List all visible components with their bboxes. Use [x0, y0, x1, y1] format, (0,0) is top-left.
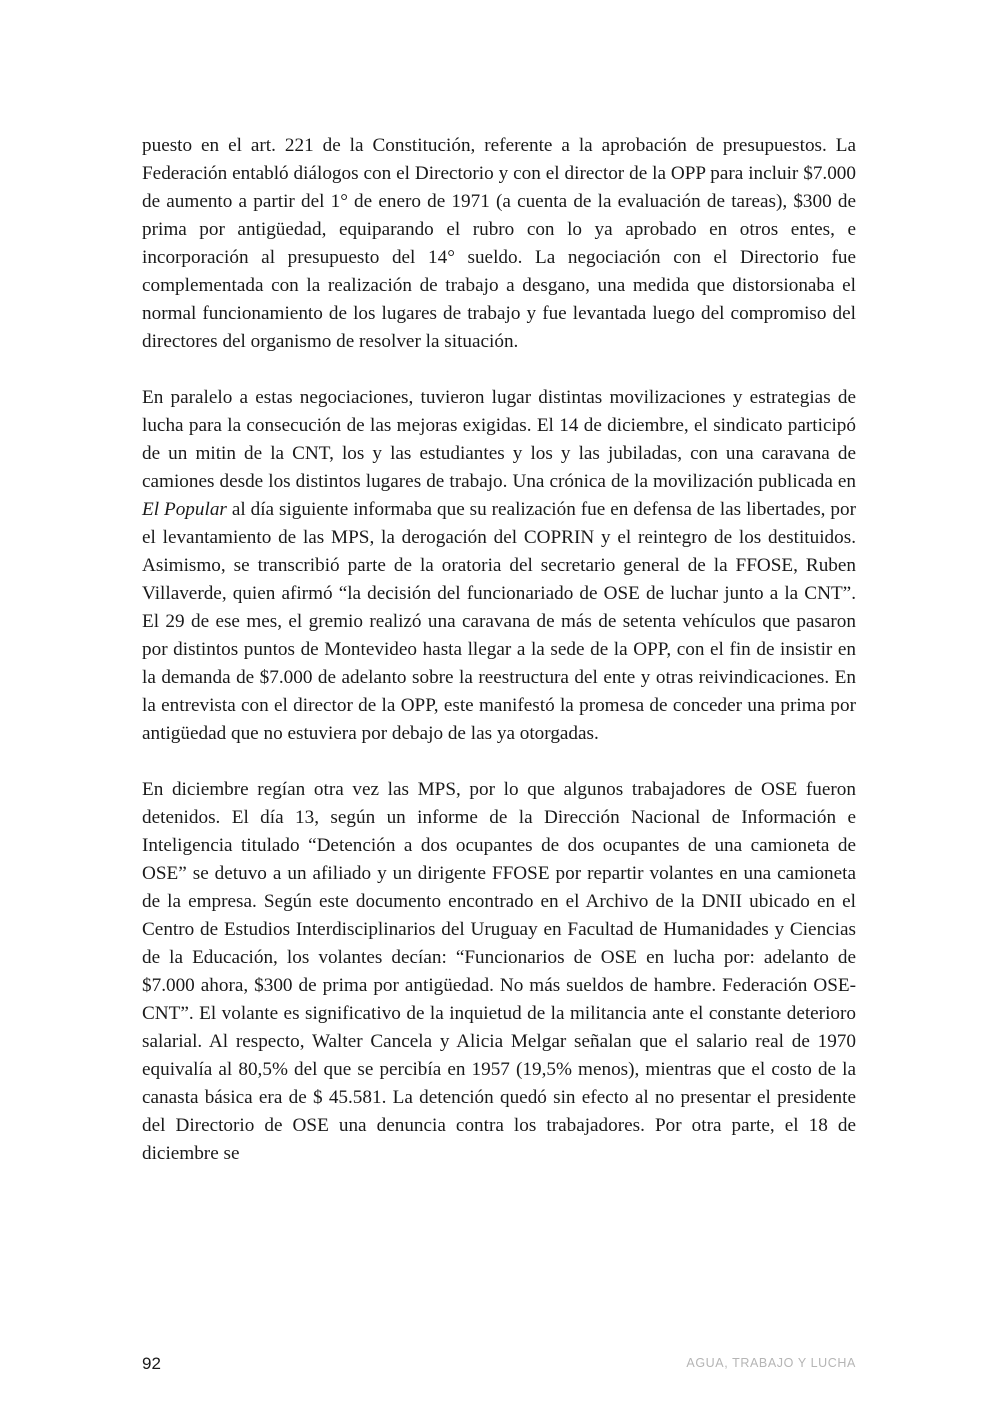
paragraph-2 [142, 384, 856, 748]
paragraph-3 [142, 776, 856, 1168]
newspaper-title: El Popular [142, 499, 227, 520]
paragraph-2-text-end: al día siguiente informaba que su realización fue en defensa de las libertades, por el levantamiento de las MPS, la derogación del COPRIN y el reintegro de los destituidos. Asimismo, se transcribió parte de la oratoria del secretario general de la FFOSE, Ruben Villaverde, quien afirmó “la decisión del funcionariado de OSE de luchar junto a la CNT”. El 29 de ese mes, el gremio realizó una caravana de más de setenta vehículos que pasaron por distintos puntos de Montevideo hasta llegar a la sede de la OPP, con el fin de insistir en la demanda de $7.000 de adelanto sobre la reestructura del ente y otras reivindicaciones. En la entrevista con el director de la OPP, este manifestó la promesa de conceder una prima por antigüedad que no estuviera por debajo de las ya otorgadas. [142, 499, 856, 744]
paragraph-1 [142, 132, 856, 356]
paragraph-3-text: En diciembre regían otra vez las MPS, por lo que algunos trabajadores de OSE fueron detenidos. El día 13, según un informe de la Dirección Nacional de Información e Inteligencia titulado “Detención a dos ocupantes de dos ocupantes de una camioneta de OSE” se detuvo a un afiliado y un dirigente FFOSE por repartir volantes en una camioneta de la empresa. Según este documento encontrado en el Archivo de la DNII ubicado en el Centro de Estudios Interdisciplinarios del Uruguay en Facultad de Humanidades y Ciencias de la Educación, los volantes decían: “Funcionarios de OSE en lucha por: adelanto de $7.000 ahora, $300 de prima por antigüedad. No más sueldos de hambre. Federación OSE-CNT”. El volante es significativo de la inquietud de la militancia ante el constante deterioro salarial. Al respecto, Walter Cancela y Alicia Melgar señalan que el salario real de 1970 equivalía al 80,5% del que se percibía en 1957 (19,5% menos), mientras que el costo de la canasta básica era de $ 45.581. La detención quedó sin efecto al no presentar el presidente del Directorio de OSE una denuncia contra los trabajadores. Por otra parte, el 18 de diciembre se [142, 779, 856, 1164]
body-text [142, 132, 856, 1168]
running-title: AGUA, TRABAJO Y LUCHA [686, 1356, 856, 1370]
paragraph-2-text-start: En paralelo a estas negociaciones, tuvieron lugar distintas movilizaciones y estrategias de lucha para la consecución de las mejoras exigidas. El 14 de diciembre, el sindicato participó de un mitin de la CNT, los y las estudiantes y los y las jubiladas, con una caravana de camiones desde los distintos lugares de trabajo. Una crónica de la movilización publicada en [142, 387, 856, 492]
page-number: 92 [142, 1354, 161, 1373]
paragraph-1-text: puesto en el art. 221 de la Constitución, referente a la aprobación de presupuestos. La Federación entabló diálogos con el Directorio y con el director de la OPP para incluir $7.000 de aumento a partir del 1° de enero de 1971 (a cuenta de la evaluación de tareas), $300 de prima por antigüedad, equiparando el rubro con lo ya aprobado en otros entes, e incorporación al presupuesto del 14° sueldo. La negociación con el Directorio fue complementada con la realización de trabajo a desgano, una medida que distorsionaba el normal funcionamiento de los lugares de trabajo y fue levantada luego del compromiso del directores del organismo de resolver la situación. [142, 135, 856, 352]
